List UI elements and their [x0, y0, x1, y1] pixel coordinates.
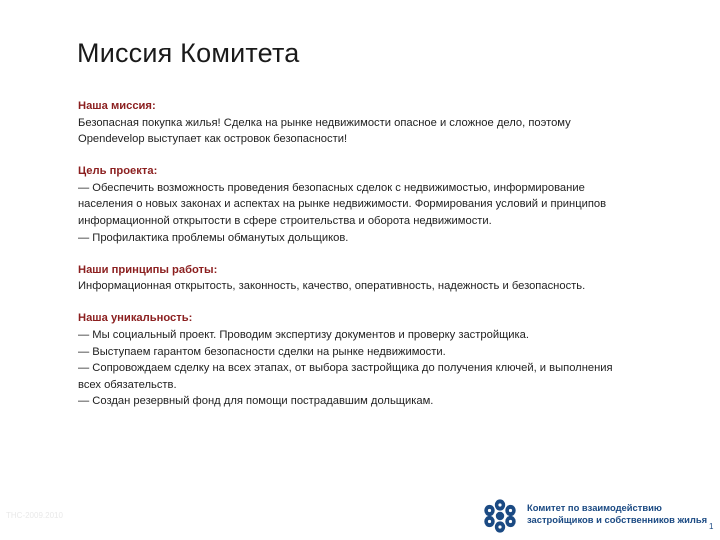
organization-name-line: застройщиков и собственников жилья: [527, 513, 708, 525]
slide-content: [78, 98, 704, 426]
committee-logo-icon: [478, 496, 522, 536]
section-text-line: — Сопровождаем сделку на всех этапах, от выбора застройщика до получения ключей, и выполнения: [78, 362, 613, 375]
section-uniqueness: [78, 310, 704, 410]
organization-name: [527, 502, 707, 525]
section-text-line: — Мы социальный проект. Проводим экспертизу документов и проверку застройщика.: [78, 329, 530, 342]
section-mission: [78, 98, 704, 148]
organization-name-line: Комитет по взаимодействию: [527, 502, 662, 513]
watermark-text: ТНС-2009.2010: [6, 511, 63, 520]
section-text-line: — Профилактика проблемы обманутых дольщиков.: [78, 231, 349, 244]
section-text-line: Безопасная покупка жилья! Сделка на рынке недвижимости опасное и сложное дело, поэтому: [78, 116, 571, 129]
slide-title: Миссия Комитета: [77, 38, 300, 68]
section-text-line: информационной открытости в сфере строительства и оборота недвижимости.: [78, 215, 492, 228]
section-text-line: всех обязательств.: [78, 378, 177, 391]
section-text-line: Информационная открытость, законность, качество, оперативность, надежность и безопасность.: [78, 280, 586, 293]
section-text-line: населения о новых законах и аспектах на рынке недвижимости. Формирования условий и принципов: [78, 198, 607, 211]
section-heading: Наши принципы работы:: [78, 263, 218, 276]
section-heading: Цель проекта:: [78, 165, 158, 178]
section-heading: Наша уникальность:: [78, 312, 193, 325]
page-number: 1: [709, 522, 714, 531]
section-goal: [78, 163, 704, 246]
section-text-line: — Обеспечить возможность проведения безопасных сделок с недвижимостью, информирование: [78, 181, 585, 194]
section-text-line: — Создан резервный фонд для помощи пострадавшим дольщикам.: [78, 395, 434, 408]
section-text-line: Opendevelop выступает как островок безопасности!: [78, 133, 348, 146]
section-heading: Наша миссия:: [78, 100, 156, 112]
section-text-line: — Выступаем гарантом безопасности сделки на рынке недвижимости.: [78, 345, 446, 358]
section-principles: [78, 262, 704, 295]
